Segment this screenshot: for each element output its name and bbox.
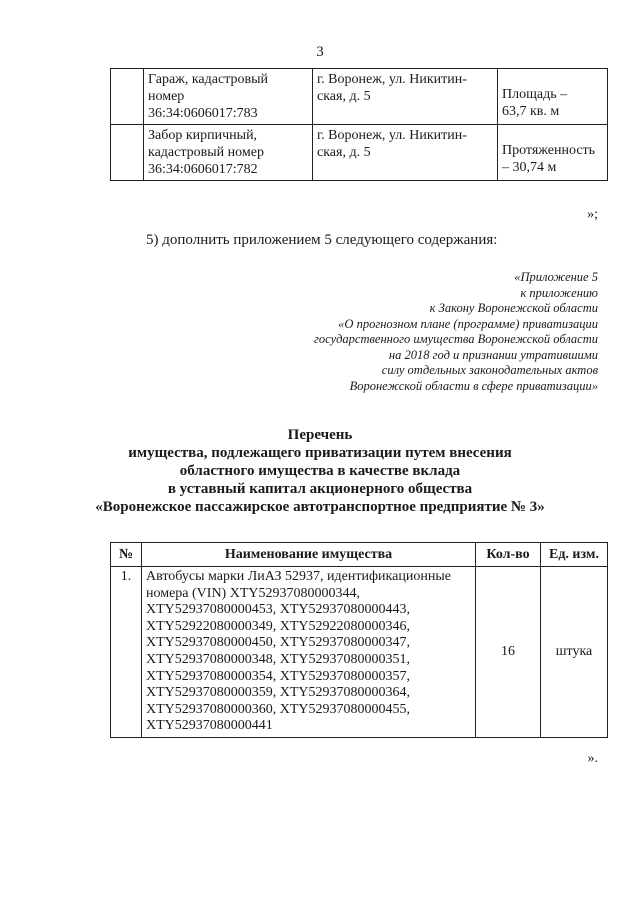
closing-quote: ».: [587, 751, 598, 766]
header-name: Наименование имущества: [142, 543, 476, 567]
spec-cell: Площадь – 63,7 кв. м: [498, 69, 608, 125]
property-list-table: [110, 542, 608, 738]
header-quantity: Кол-во: [476, 543, 541, 567]
spec-cell: Протяженность – 30,74 м: [498, 125, 608, 181]
address-cell: г. Воронеж, ул. Никитин- ская, д. 5: [313, 69, 498, 125]
quantity-cell: 16: [476, 567, 541, 738]
property-name-cell: Забор кирпичный, кадастровый номер 36:34:0606017:782: [144, 125, 313, 181]
header-number: №: [111, 543, 142, 567]
row-number-cell: [111, 69, 144, 125]
property-name-cell: Гараж, кадастровый номер 36:34:0606017:783: [144, 69, 313, 125]
page-number: 3: [316, 44, 324, 60]
appendix-header: «Приложение 5 к приложению к Закону Воронежской области «О прогнозном плане (программе) приватизации государственного имущества Воронежской области на 2018 год и признании утратившими силу отдельных законодательных актов Воронежской области в сфере приватизации»: [314, 270, 598, 393]
table-row: [111, 125, 608, 181]
table-header-row: [111, 543, 608, 567]
unit-cell: штука: [541, 567, 608, 738]
table-row: [111, 69, 608, 125]
header-unit: Ед. изм.: [541, 543, 608, 567]
address-cell: г. Воронеж, ул. Никитин- ская, д. 5: [313, 125, 498, 181]
amendment-paragraph: 5) дополнить приложением 5 следующего содержания:: [146, 232, 498, 248]
list-title: Перечень имущества, подлежащего приватизации путем внесения областного имущества в качестве вклада в уставный капитал акционерного общества «Воронежское пассажирское автотранспортное предприятие № 3»: [95, 427, 545, 515]
closing-quote: »;: [587, 207, 598, 222]
row-number-cell: 1.: [111, 567, 142, 738]
row-number-cell: [111, 125, 144, 181]
property-description-cell: Автобусы марки ЛиАЗ 52937, идентификационные номера (VIN) XTY52937080000344, XTY52937080000453, XTY52937080000443, XTY52922080000349, XTY52922080000346, XTY52937080000450, XTY52937080000347, XTY52937080000348, XTY52937080000351, XTY52937080000354, XTY52937080000357, XTY52937080000359, XTY52937080000364, XTY52937080000360, XTY52937080000455, XTY52937080000441: [142, 567, 476, 738]
property-table-continued: [110, 68, 608, 181]
table-row: [111, 567, 608, 738]
